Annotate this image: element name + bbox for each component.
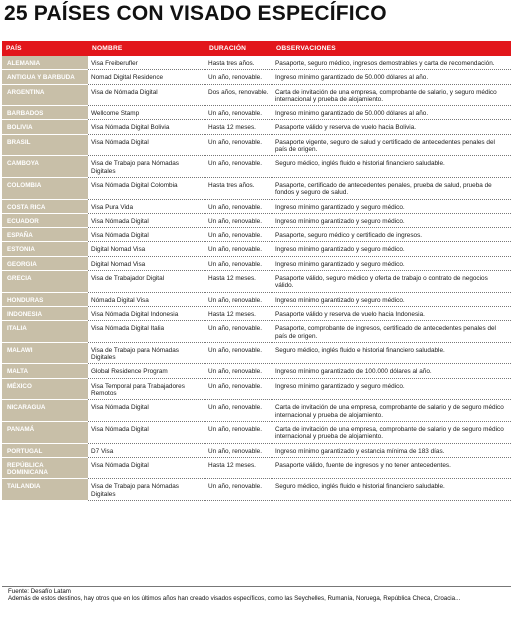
header-country: PAÍS xyxy=(2,41,88,56)
notes-cell: Seguro médico, inglés fluido e historial financiero saludable. xyxy=(272,342,511,364)
duration-cell: Hasta tres años. xyxy=(205,177,272,199)
country-cell: MÉXICO xyxy=(2,378,88,400)
visa-name-cell: Visa Nómada Digital xyxy=(88,457,205,479)
country-cell: BARBADOS xyxy=(2,106,88,120)
visa-table-container xyxy=(2,41,511,501)
duration-cell: Hasta tres años. xyxy=(205,56,272,70)
notes-cell: Ingreso mínimo garantizado de 50.000 dólares al año. xyxy=(272,106,511,120)
table-row xyxy=(2,364,511,378)
visa-name-cell: Nómada Digital Visa xyxy=(88,292,205,306)
page-title: 25 PAÍSES CON VISADO ESPECÍFICO xyxy=(4,2,387,25)
duration-cell: Dos años, renovable. xyxy=(205,84,272,106)
table-row xyxy=(2,342,511,364)
country-cell: BRASIL xyxy=(2,134,88,156)
visa-name-cell: Visa Freiberufler xyxy=(88,56,205,70)
visa-name-cell: Visa Nómada Digital xyxy=(88,228,205,242)
country-cell: CAMBOYA xyxy=(2,156,88,178)
duration-cell: Un año, renovable. xyxy=(205,70,272,84)
country-cell: MALTA xyxy=(2,364,88,378)
visa-name-cell: Global Residence Program xyxy=(88,364,205,378)
table-row xyxy=(2,56,511,70)
notes-cell: Carta de invitación de una empresa, comprobante de salario y de seguro médico internacional y prueba de alojamiento. xyxy=(272,421,511,443)
country-cell: ESTONIA xyxy=(2,242,88,256)
notes-cell: Carta de invitación de una empresa, comprobante de salario, y seguro médico internacional y prueba de alojamiento. xyxy=(272,84,511,106)
table-row xyxy=(2,400,511,422)
table-row xyxy=(2,306,511,320)
visa-name-cell: Visa Pura Vida xyxy=(88,199,205,213)
country-cell: INDONESIA xyxy=(2,306,88,320)
visa-name-cell: Visa Nómada Digital Indonesia xyxy=(88,306,205,320)
duration-cell: Un año, renovable. xyxy=(205,400,272,422)
duration-cell: Un año, renovable. xyxy=(205,364,272,378)
visa-name-cell: D7 Visa xyxy=(88,443,205,457)
notes-cell: Pasaporte, certificado de antecedentes penales, prueba de salud, prueba de fondos y seguro de salud. xyxy=(272,177,511,199)
table-row xyxy=(2,228,511,242)
duration-cell: Hasta 12 meses. xyxy=(205,271,272,293)
country-cell: ESPAÑA xyxy=(2,228,88,242)
country-cell: ALEMANIA xyxy=(2,56,88,70)
table-row xyxy=(2,292,511,306)
notes-cell: Ingreso mínimo garantizado de 50.000 dólares al año. xyxy=(272,70,511,84)
country-cell: ITALIA xyxy=(2,321,88,343)
country-cell: TAILANDIA xyxy=(2,479,88,501)
notes-cell: Ingreso mínimo garantizado y seguro médico. xyxy=(272,292,511,306)
duration-cell: Hasta 12 meses. xyxy=(205,457,272,479)
table-row xyxy=(2,70,511,84)
table-row xyxy=(2,479,511,501)
duration-cell: Un año, renovable. xyxy=(205,443,272,457)
country-cell: COLOMBIA xyxy=(2,177,88,199)
visa-name-cell: Visa de Nómada Digital xyxy=(88,84,205,106)
duration-cell: Hasta 12 meses. xyxy=(205,306,272,320)
footer-source: Fuente: Desafío Latam xyxy=(8,588,71,595)
visa-name-cell: Digital Nomad Visa xyxy=(88,256,205,270)
table-row xyxy=(2,457,511,479)
notes-cell: Pasaporte válido, fuente de ingresos y no tener antecedentes. xyxy=(272,457,511,479)
visa-name-cell: Visa Nómada Digital Italia xyxy=(88,321,205,343)
visa-name-cell: Visa Nómada Digital Colombia xyxy=(88,177,205,199)
duration-cell: Un año, renovable. xyxy=(205,378,272,400)
notes-cell: Ingreso mínimo garantizado y seguro médico. xyxy=(272,256,511,270)
duration-cell: Un año, renovable. xyxy=(205,421,272,443)
notes-cell: Pasaporte válido, seguro médico y oferta de trabajo o contrato de negocios válido. xyxy=(272,271,511,293)
table-row xyxy=(2,321,511,343)
notes-cell: Seguro médico, inglés fluido e historial financiero saludable. xyxy=(272,479,511,501)
visa-name-cell: Visa de Trabajador Digital xyxy=(88,271,205,293)
footer xyxy=(8,588,508,603)
table-row xyxy=(2,213,511,227)
notes-cell: Pasaporte, seguro médico y certificado de ingresos. xyxy=(272,228,511,242)
table-body xyxy=(2,56,511,500)
table-row xyxy=(2,156,511,178)
notes-cell: Ingreso mínimo garantizado y seguro médico. xyxy=(272,213,511,227)
duration-cell: Un año, renovable. xyxy=(205,292,272,306)
notes-cell: Pasaporte válido y reserva de vuelo hacia Indonesia. xyxy=(272,306,511,320)
visa-name-cell: Wellcome Stamp xyxy=(88,106,205,120)
visa-name-cell: Visa Nómada Digital Bolivia xyxy=(88,120,205,134)
country-cell: COSTA RICA xyxy=(2,199,88,213)
footer-divider xyxy=(2,586,511,587)
notes-cell: Pasaporte vigente, seguro de salud y certificado de antecedentes penales del país de origen. xyxy=(272,134,511,156)
duration-cell: Hasta 12 meses. xyxy=(205,120,272,134)
visa-table xyxy=(2,41,511,501)
notes-cell: Ingreso mínimo garantizado y seguro médico. xyxy=(272,199,511,213)
country-cell: PORTUGAL xyxy=(2,443,88,457)
country-cell: GEORGIA xyxy=(2,256,88,270)
visa-name-cell: Visa de Trabajo para Nómadas Digitales xyxy=(88,342,205,364)
duration-cell: Un año, renovable. xyxy=(205,228,272,242)
duration-cell: Un año, renovable. xyxy=(205,199,272,213)
visa-name-cell: Nomad Digital Residence xyxy=(88,70,205,84)
notes-cell: Pasaporte, comprobante de ingresos, certificado de antecedentes penales del país de origen. xyxy=(272,321,511,343)
visa-name-cell: Visa Nómada Digital xyxy=(88,400,205,422)
country-cell: PANAMÁ xyxy=(2,421,88,443)
table-row xyxy=(2,421,511,443)
visa-name-cell: Visa Temporal para Trabajadores Remotos xyxy=(88,378,205,400)
notes-cell: Pasaporte válido y reserva de vuelo hacia Bolivia. xyxy=(272,120,511,134)
duration-cell: Un año, renovable. xyxy=(205,242,272,256)
duration-cell: Un año, renovable. xyxy=(205,156,272,178)
duration-cell: Un año, renovable. xyxy=(205,256,272,270)
visa-name-cell: Visa de Trabajo para Nómadas Digitales xyxy=(88,479,205,501)
country-cell: GRECIA xyxy=(2,271,88,293)
table-row xyxy=(2,84,511,106)
country-cell: REPÚBLICA DOMINICANA xyxy=(2,457,88,479)
country-cell: BOLIVIA xyxy=(2,120,88,134)
table-row xyxy=(2,271,511,293)
duration-cell: Un año, renovable. xyxy=(205,321,272,343)
notes-cell: Seguro médico, inglés fluido e historial financiero saludable. xyxy=(272,156,511,178)
duration-cell: Un año, renovable. xyxy=(205,342,272,364)
table-header-row xyxy=(2,41,511,56)
duration-cell: Un año, renovable. xyxy=(205,106,272,120)
table-row xyxy=(2,199,511,213)
notes-cell: Ingreso mínimo garantizado y estancia mínima de 183 días. xyxy=(272,443,511,457)
table-row xyxy=(2,106,511,120)
country-cell: ANTIGUA Y BARBUDA xyxy=(2,70,88,84)
country-cell: HONDURAS xyxy=(2,292,88,306)
table-row xyxy=(2,256,511,270)
duration-cell: Un año, renovable. xyxy=(205,479,272,501)
footer-note: Además de estos destinos, hay otros que en los últimos años han creado visados específicos, como las Seychelles, Rumanía, Noruega, República Checa, Croacia... xyxy=(8,595,461,603)
notes-cell: Carta de invitación de una empresa, comprobante de salario y de seguro médico internacional y prueba de alojamiento. xyxy=(272,400,511,422)
table-row xyxy=(2,378,511,400)
header-duration: DURACIÓN xyxy=(205,41,272,56)
country-cell: NICARAGUA xyxy=(2,400,88,422)
country-cell: MALAWI xyxy=(2,342,88,364)
duration-cell: Un año, renovable. xyxy=(205,134,272,156)
table-row xyxy=(2,134,511,156)
notes-cell: Ingreso mínimo garantizado de 100.000 dólares al año. xyxy=(272,364,511,378)
header-name: NOMBRE xyxy=(88,41,205,56)
country-cell: ARGENTINA xyxy=(2,84,88,106)
table-row xyxy=(2,120,511,134)
country-cell: ECUADOR xyxy=(2,213,88,227)
notes-cell: Ingreso mínimo garantizado y seguro médico. xyxy=(272,378,511,400)
visa-name-cell: Visa de Trabajo para Nómadas Digitales xyxy=(88,156,205,178)
notes-cell: Pasaporte, seguro médico, ingresos demostrables y carta de recomendación. xyxy=(272,56,511,70)
duration-cell: Un año, renovable. xyxy=(205,213,272,227)
visa-name-cell: Visa Nómada Digital xyxy=(88,421,205,443)
table-row xyxy=(2,443,511,457)
visa-name-cell: Visa Nómada Digital xyxy=(88,213,205,227)
table-row xyxy=(2,177,511,199)
visa-name-cell: Visa Nómada Digital xyxy=(88,134,205,156)
notes-cell: Ingreso mínimo garantizado y seguro médico. xyxy=(272,242,511,256)
visa-name-cell: Digital Nomad Visa xyxy=(88,242,205,256)
header-notes: OBSERVACIONES xyxy=(272,41,511,56)
table-row xyxy=(2,242,511,256)
